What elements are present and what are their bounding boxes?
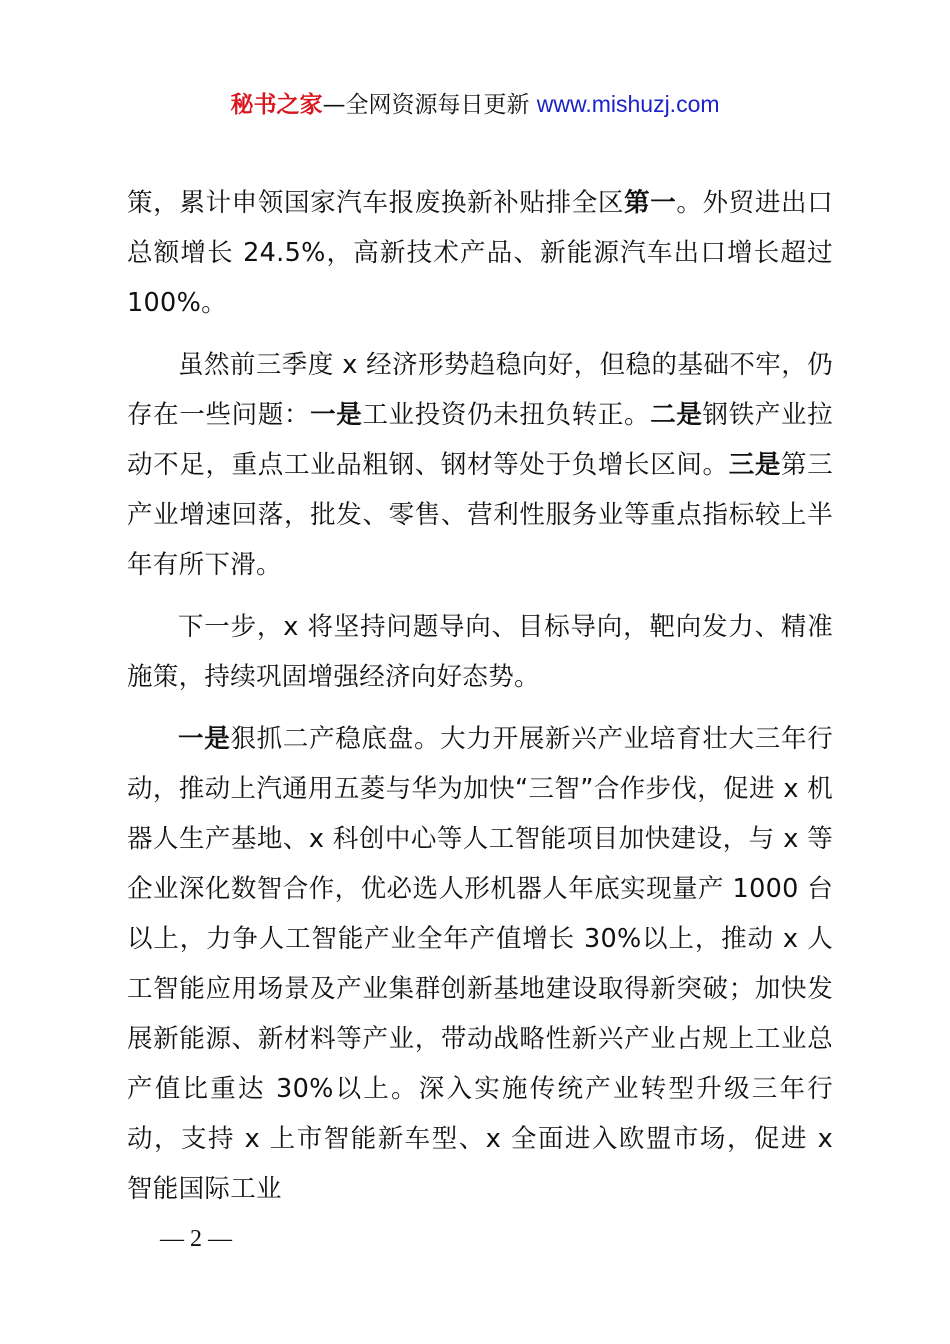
paragraph — [127, 714, 833, 1214]
site-url-link[interactable]: www.mishuzj.com — [536, 91, 720, 117]
brand-name: 秘书之家 — [230, 92, 323, 118]
paragraph — [127, 178, 833, 328]
bold-text-segment: 二是 — [650, 400, 703, 430]
paragraph — [127, 602, 833, 702]
bold-text-segment: 一是 — [178, 724, 231, 754]
site-header — [0, 84, 950, 125]
text-segment: 狠抓二产稳底盘。大力开展新兴产业培育壮大三年行动，推动上汽通用五菱与华为加快“三智”合作步伐，促进 x 机器人生产基地、x 科创中心等人工智能项目加快建设，与 x 等企业深化数智合作，优必选人形机器人年底实现量产 1000 台以上，力争人工智能产业全年产值增长 30%以上，推动 x 人工智能应用场景及产业集群创新基地建设取得新突破；加快发展新能源、新材料等产业，带动战略性新兴产业占规上工业总产值比重达 30%以上。深入实施传统产业转型升级三年行动，支持 x 上市智能新车型、x 全面进入欧盟市场，促进 x 智能国际工业 — [127, 724, 833, 1204]
bold-text-segment: 一是 — [310, 400, 363, 430]
text-segment: 虽然前三季度 x 经济形势趋稳向好，但稳的基础不牢，仍存在一些问题： — [127, 350, 833, 430]
paragraph — [127, 340, 833, 590]
bold-text-segment: 三是 — [728, 450, 782, 480]
text-segment: 工业投资仍未扭负转正。 — [362, 400, 651, 430]
text-segment: 下一步，x 将坚持问题导向、目标导向，靶向发力、精准施策，持续巩固增强经济向好态势。 — [127, 612, 833, 692]
text-segment: 策，累计申领国家汽车报废换新补贴排全区 — [127, 188, 625, 218]
page-number: — 2 — — [160, 1226, 232, 1252]
text-segment: 钢铁产业拉动不足，重点工业品粗钢、钢材等处于负增长区间。 — [127, 400, 833, 480]
header-slogan: —全网资源每日更新 — [322, 92, 537, 118]
text-segment: 第三产业增速回落，批发、零售、营利性服务业等重点指标较上半年有所下滑。 — [127, 450, 833, 580]
bold-text-segment: 第一 — [624, 188, 677, 218]
document-body — [127, 178, 833, 1226]
text-segment: 。外贸进出口总额增长 24.5%，高新技术产品、新能源汽车出口增长超过 100%。 — [127, 188, 833, 318]
